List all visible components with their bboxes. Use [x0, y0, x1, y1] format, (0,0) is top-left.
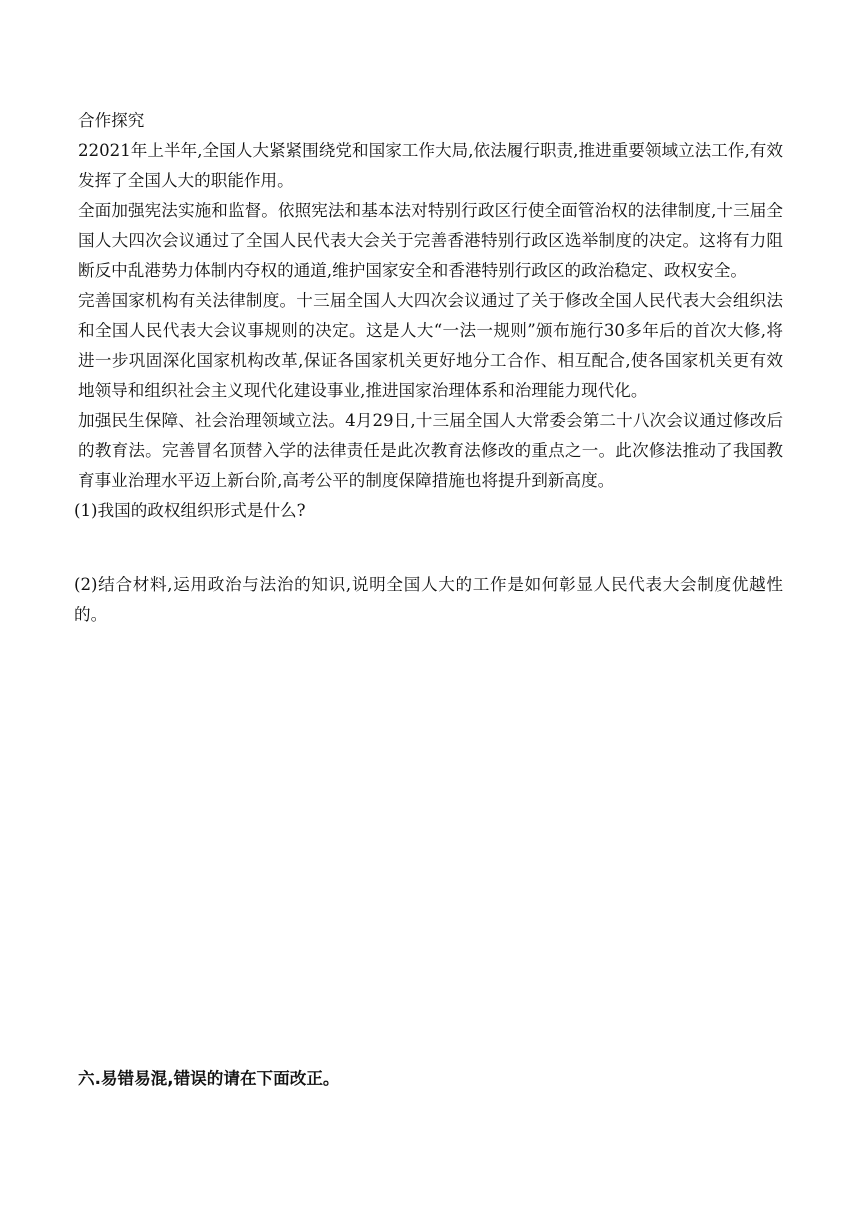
- material-paragraph-institutions: 完善国家机构有关法律制度。十三届全国人大四次会议通过了关于修改全国人民代表大会组织法和全国人民代表大会议事规则的决定。这是人大“一法一规则”颁布施行30多年后的首次大修,将进一步巩固深化国家机构改革,保证各国家机关更好地分工合作、相互配合,使各国家机关更有效地领导和组织社会主义现代化建设事业,推进国家治理体系和治理能力现代化。: [78, 291, 783, 400]
- exercise-content: [74, 106, 783, 630]
- question-2: (2)结合材料,运用政治与法治的知识,说明全国人大的工作是如何彰显人民代表大会制度优越性的。: [74, 575, 783, 624]
- material-paragraph-livelihood: 加强民生保障、社会治理领域立法。4月29日,十三届全国人大常委会第二十八次会议通过修改后的教育法。完善冒名顶替入学的法律责任是此次教育法修改的重点之一。此次修法推动了我国教育事业治理水平迈上新台阶,高考公平的制度保障措施也将提升到新高度。: [78, 411, 783, 490]
- section-heading-six: 六.易错易混,错误的请在下面改正。: [78, 1069, 340, 1088]
- question-1: (1)我国的政权组织形式是什么?: [74, 501, 306, 520]
- material-paragraph-constitution: 全面加强宪法实施和监督。依照宪法和基本法对特别行政区行使全面管治权的法律制度,十三届全国人大四次会议通过了全国人民代表大会关于完善香港特别行政区选举制度的决定。这将有力阻断反中乱港势力体制内夺权的通道,维护国家安全和香港特别行政区的政治稳定、政权安全。: [78, 201, 783, 280]
- material-paragraph-intro: 22021年上半年,全国人大紧紧围绕党和国家工作大局,依法履行职责,推进重要领域立法工作,有效发挥了全国人大的职能作用。: [78, 141, 783, 190]
- section-label: 合作探究: [78, 111, 145, 130]
